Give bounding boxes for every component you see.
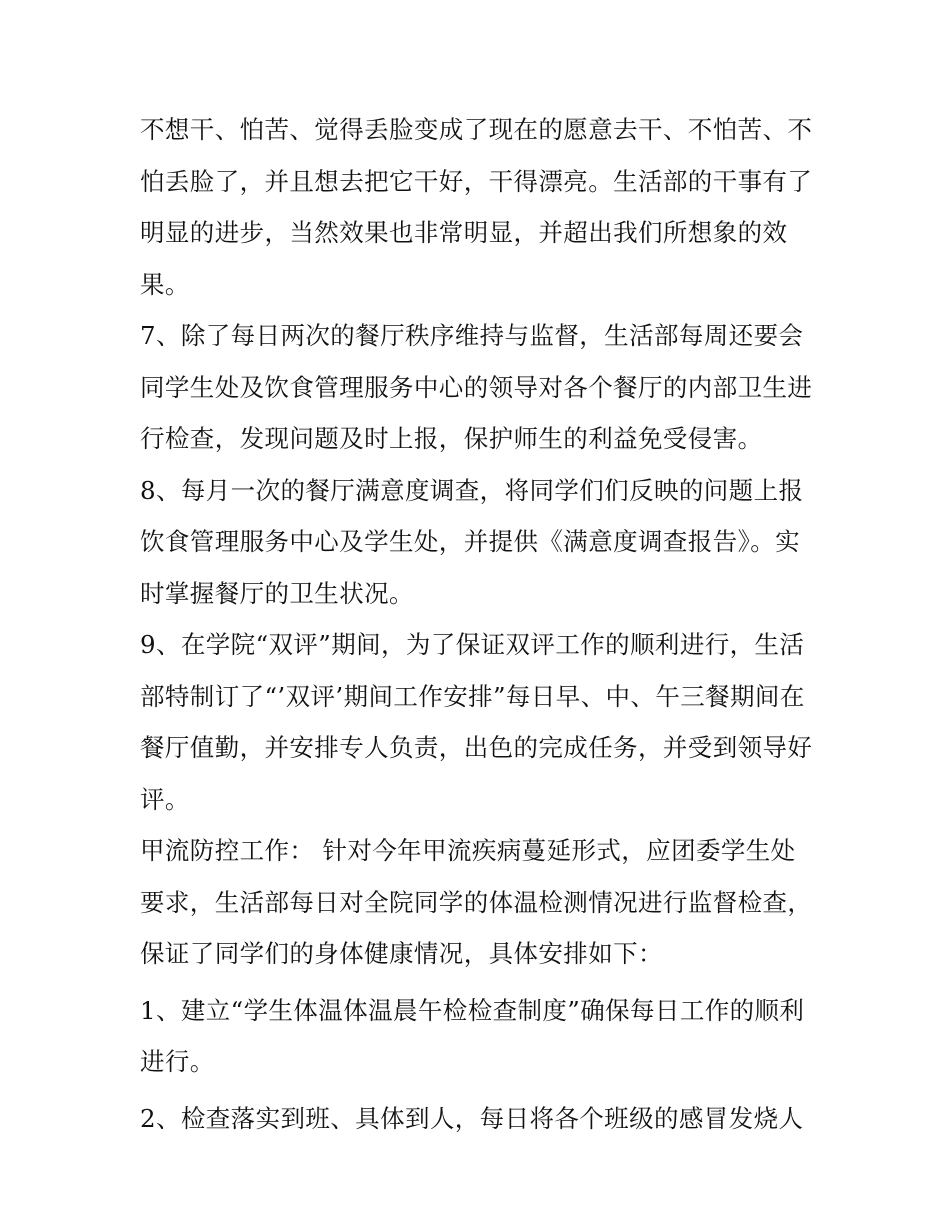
- text-line: 1、建立“学生体温体温晨午检检查制度”确保每日工作的顺利: [140, 995, 805, 1025]
- text-line: 同学生处及饮食管理服务中心的领导对各个餐厅的内部卫生进: [140, 372, 813, 402]
- text-line: 果。: [140, 269, 190, 299]
- text-line: 8、每月一次的餐厅满意度调查，将同学们们反映的问题上报: [140, 475, 804, 505]
- text-line: 保证了同学们的身体健康情况，具体安排如下：: [140, 939, 663, 968]
- text-line: 评。: [140, 784, 190, 814]
- text-line: 进行。: [140, 1047, 215, 1076]
- text-line: 时掌握餐厅的卫生状况。: [140, 578, 414, 608]
- text-line: 7、除了每日两次的餐厅秩序维持与监督，生活部每周还要会: [140, 321, 804, 350]
- text-line: 明显的进步，当然效果也非常明显，并超出我们所想象的效: [140, 218, 788, 247]
- text-line: 餐厅值勤，并安排专人负责，出色的完成任务，并受到领导好: [140, 733, 813, 762]
- text-line: 饮食管理服务中心及学生处，并提供《满意度调查报告》。实: [140, 527, 801, 556]
- text-line: 甲流防控工作： 针对今年甲流疾病蔓延形式，应团委学生处: [140, 836, 796, 865]
- text-line: 要求，生活部每日对全院同学的体温检测情况进行监督检查，: [140, 887, 813, 917]
- document-body: [140, 104, 820, 1144]
- text-line: 不想干、怕苦、觉得丢脸变成了现在的愿意去干、不怕苦、不: [140, 115, 813, 144]
- text-line: 9、在学院“双评”期间，为了保证双评工作的顺利进行，生活: [140, 630, 805, 659]
- text-line: 怕丢脸了，并且想去把它干好，干得漂亮。生活部的干事有了: [140, 166, 813, 196]
- text-line: 部特制订了“’双评’期间工作安排”每日早、中、午三餐期间在: [140, 681, 805, 711]
- text-line: 行检查，发现问题及时上报，保护师生的利益免受侵害。: [140, 424, 763, 453]
- text-line: 2、检查落实到班、具体到人，每日将各个班级的感冒发烧人: [140, 1103, 804, 1133]
